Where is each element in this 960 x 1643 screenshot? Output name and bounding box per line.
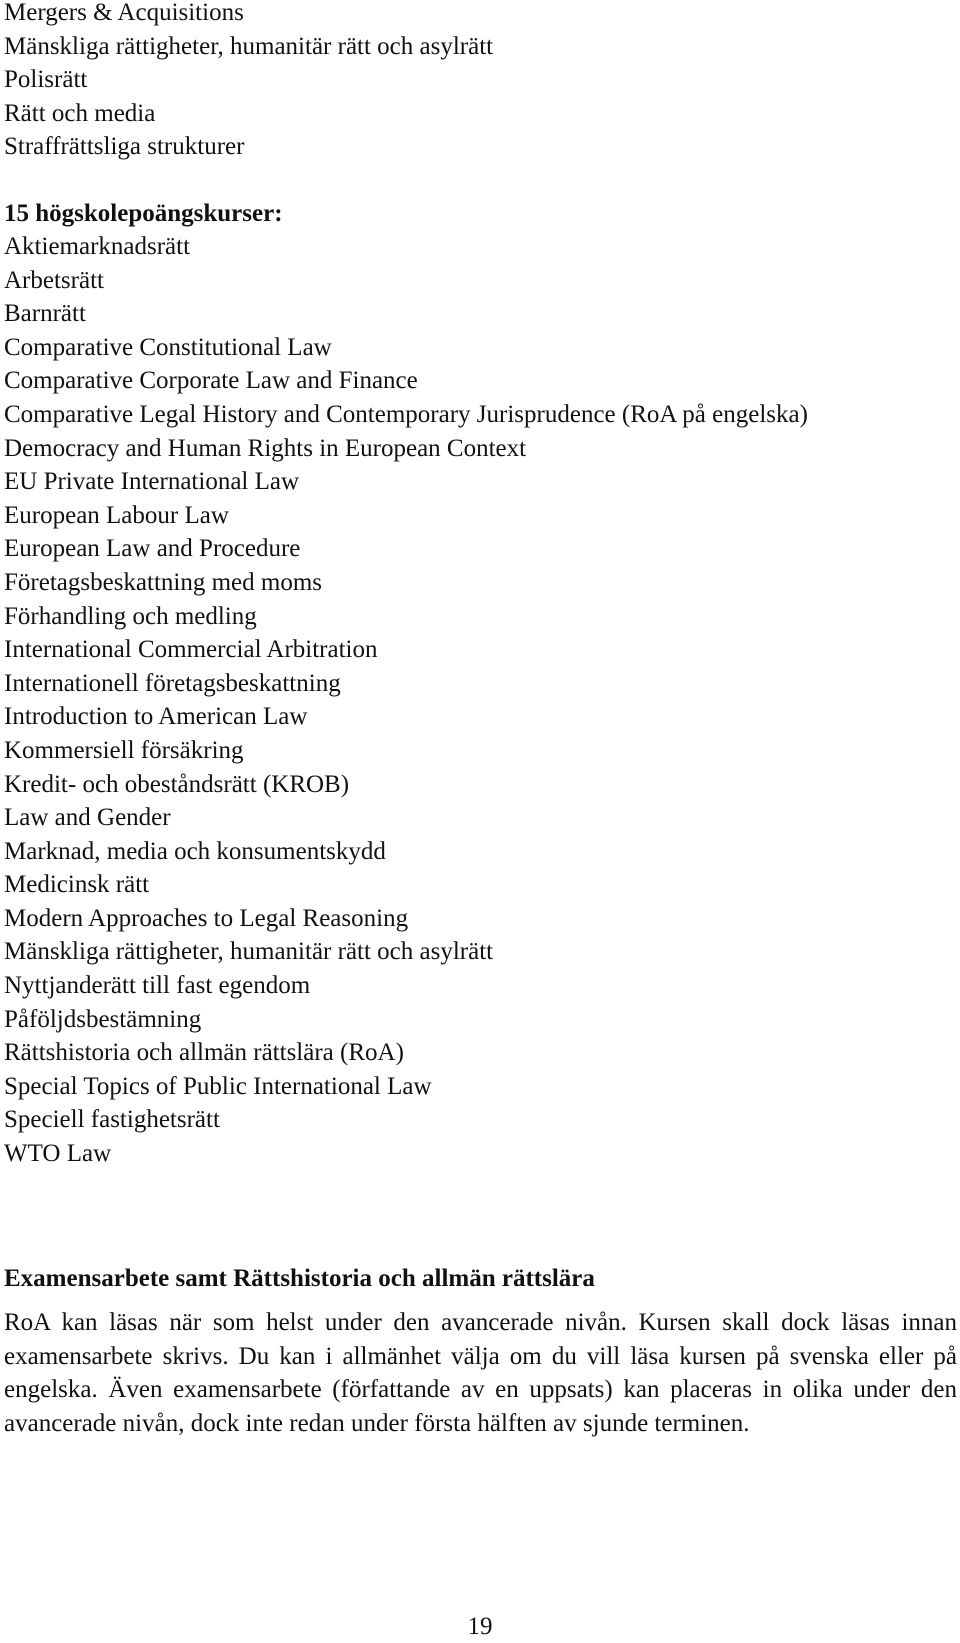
section-heading: Examensarbete samt Rättshistoria och allmän rättslära (4, 1265, 595, 1292)
course-list-15hp (4, 230, 808, 1171)
list-item: Aktiemarknadsrätt (4, 233, 191, 260)
list-item: Barnrätt (4, 300, 86, 328)
page-number: 19 (467, 1613, 493, 1640)
list-item: Comparative Legal History and Contemporary Jurisprudence (RoA på engelska) (4, 400, 808, 428)
list-item: Speciell fastighetsrätt (4, 1106, 220, 1134)
courses-heading: 15 högskolepoängskurser: (4, 200, 283, 227)
list-item: Straffrättsliga strukturer (4, 133, 245, 161)
list-item: Comparative Constitutional Law (4, 333, 332, 361)
list-item: Kredit- och obeståndsrätt (KROB) (4, 770, 350, 798)
list-item: Introduction to American Law (4, 703, 308, 731)
list-item: International Commercial Arbitration (4, 636, 378, 664)
list-item: EU Private International Law (4, 468, 300, 496)
list-item: Medicinsk rätt (4, 871, 150, 899)
list-item: Nyttjanderätt till fast egendom (4, 972, 311, 1000)
list-item: Arbetsrätt (4, 266, 104, 294)
list-item: Mänskliga rättigheter, humanitär rätt och asylrätt (4, 32, 494, 60)
list-item: European Labour Law (4, 501, 229, 529)
list-item: Mergers & Acquisitions (4, 0, 244, 26)
list-item: Påföljdsbestämning (4, 1005, 202, 1033)
list-item: Företagsbeskattning med moms (4, 568, 323, 596)
list-item: Mänskliga rättigheter, humanitär rätt och asylrätt (4, 938, 494, 966)
list-item: Comparative Corporate Law and Finance (4, 367, 418, 395)
list-item: Democracy and Human Rights in European Context (4, 434, 527, 462)
list-item: WTO Law (4, 1140, 112, 1168)
list-item: Law and Gender (4, 804, 171, 832)
course-list-continued (4, 0, 493, 164)
list-item: Modern Approaches to Legal Reasoning (4, 904, 409, 932)
list-item: Marknad, media och konsumentskydd (4, 837, 386, 865)
list-item: Förhandling och medling (4, 602, 257, 630)
list-item: European Law and Procedure (4, 535, 301, 563)
list-item: Rättshistoria och allmän rättslära (RoA) (4, 1039, 404, 1067)
list-item: Kommersiell försäkring (4, 736, 244, 764)
section-paragraph: RoA kan läsas när som helst under den avancerade nivån. Kursen skall dock läsas innan examensarbete skrivs. Du kan i allmänhet välja om du vill läsa kursen på svenska eller på engelska. Även examensarbete (författande av en uppsats) kan placeras in olika under den avancerade nivån, dock inte redan under första hälften av sjunde terminen. (4, 1309, 957, 1437)
list-item: Special Topics of Public International Law (4, 1072, 432, 1100)
list-item: Internationell företagsbeskattning (4, 669, 341, 697)
list-item: Rätt och media (4, 99, 156, 127)
list-item: Polisrätt (4, 66, 88, 94)
